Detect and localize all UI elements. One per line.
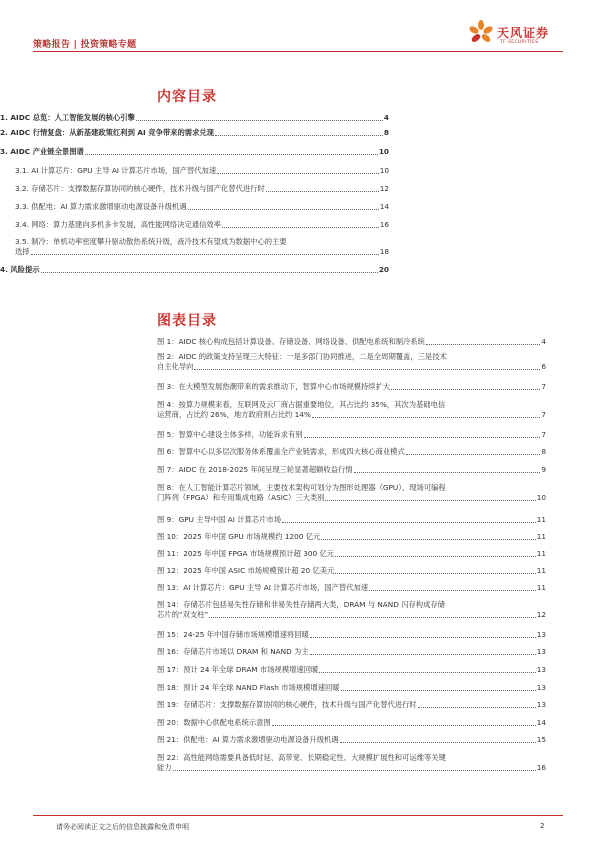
- figure-entry[interactable]: [157, 549, 546, 559]
- figure-entry-page: 11: [536, 549, 546, 558]
- dot-leader: [31, 254, 379, 255]
- toc-entry-page: 4: [383, 113, 389, 122]
- figure-entry[interactable]: [157, 566, 546, 576]
- figure-entry-label-cont: 门阵列（FPGA）和专用集成电路（ASIC）三大类别: [157, 493, 325, 502]
- figure-entry-page: 6: [541, 362, 546, 371]
- dot-leader: [418, 707, 536, 708]
- dot-leader: [217, 173, 379, 174]
- toc-entry[interactable]: [0, 113, 389, 123]
- toc-entry-label: 3.5. 制冷：单机功率密度攀升驱动散热系统升级，液冷技术有望成为数据中心的主要: [15, 237, 287, 246]
- figure-entry-label-cont: 芯片的“双支柱”: [157, 610, 209, 619]
- figure-entry-page: 13: [536, 700, 546, 709]
- figure-entry-page: 12: [536, 610, 546, 619]
- figure-entry-page: 7: [541, 410, 546, 419]
- toc-entry-page: 18: [379, 247, 389, 256]
- figure-entry-label: 图 9：GPU 主导中国 AI 计算芯片市场: [157, 515, 282, 524]
- figure-entry[interactable]: [157, 382, 546, 392]
- figure-entry-label: 图 20：数据中心供配电系统示意图: [157, 718, 271, 727]
- figure-entry-page: 8: [541, 447, 546, 456]
- toc-entry-page: 20: [378, 265, 389, 274]
- figure-entry[interactable]: [157, 515, 546, 525]
- figure-entry-page: 13: [536, 630, 546, 639]
- page-number: 2: [540, 822, 545, 830]
- figure-entry-page: 11: [536, 532, 546, 541]
- toc-entry-label: 3.4. 网络：算力基建向多机多卡发展，高性能网络决定通信效率: [15, 220, 221, 229]
- figure-entry-page: 15: [536, 735, 546, 744]
- toc-title: 内容目录: [157, 89, 217, 105]
- toc-entry-page: 16: [379, 220, 389, 229]
- dot-leader: [194, 369, 540, 370]
- figure-entry[interactable]: [157, 447, 546, 457]
- figure-entry-page: 7: [541, 430, 546, 439]
- toc-entry-label: 3. AIDC 产业链全景图谱: [0, 147, 84, 156]
- dot-leader: [173, 770, 536, 771]
- figure-entry-label: 图 2：AIDC 的政策支持呈现三大特征：一是多部门协同推进，二是全周期覆盖，三是技术: [157, 352, 447, 361]
- dot-leader: [209, 617, 535, 618]
- figure-entry-label: 图 10：2025 年中国 GPU 市场规模约 1200 亿元: [157, 532, 321, 541]
- dot-leader: [325, 500, 535, 501]
- dot-leader: [391, 389, 540, 390]
- dot-leader: [266, 191, 379, 192]
- toc-entry-page: 14: [379, 202, 389, 211]
- figure-entry[interactable]: [157, 400, 546, 420]
- toc-entry-page: 12: [379, 184, 389, 193]
- logo-subtitle: TF SECURITIES: [500, 40, 539, 45]
- figure-entry-page: 4: [541, 337, 546, 346]
- figure-entry[interactable]: [157, 465, 546, 475]
- logo-name: 天风证券: [497, 26, 550, 40]
- dot-leader: [85, 154, 378, 155]
- toc-entry[interactable]: [0, 184, 389, 194]
- figure-entry[interactable]: [157, 718, 546, 728]
- figure-entry-page: 11: [536, 566, 546, 575]
- figure-entry-label-cont: 自主化导向: [157, 362, 194, 371]
- toc-entry[interactable]: [0, 166, 389, 176]
- dot-leader: [310, 637, 536, 638]
- figure-entry-label: 图 18：预计 24 年全球 NAND Flash 市场规模增速回暖: [157, 683, 340, 692]
- dot-leader: [341, 690, 536, 691]
- figure-entry-page: 7: [541, 382, 546, 391]
- toc-entry[interactable]: [0, 128, 389, 138]
- toc-entry-label: 2. AIDC 行情复盘：从新基建政策红利到 AI 竞争带来的需求兑现: [0, 128, 214, 137]
- figure-entry[interactable]: [157, 683, 546, 693]
- figure-entry-label: 图 3：在大模型发展热潮带来的需求推动下，智算中心市场规模持续扩大: [157, 382, 391, 391]
- dot-leader: [426, 344, 540, 345]
- figure-entry-label: 图 15：24-25 年中国存储市场规模增速将回暖: [157, 630, 309, 639]
- figure-entry-label: 图 16：存储芯片市场以 DRAM 和 NAND 为主: [157, 647, 309, 656]
- toc-entry[interactable]: [0, 220, 389, 230]
- figure-entry[interactable]: [157, 430, 546, 440]
- header-divider: [33, 51, 563, 52]
- figure-entry[interactable]: [157, 647, 546, 657]
- figure-entry-page: 9: [541, 465, 546, 474]
- figure-entry-label: 图 6：智算中心以多层次服务体系覆盖全产业链需求，形成四大核心商业模式: [157, 447, 405, 456]
- figure-entry[interactable]: [157, 753, 546, 773]
- report-category: 策略报告 | 投资策略专题: [33, 40, 137, 50]
- figure-entry-label: 图 17：预计 24 年全球 DRAM 市场规模增速回暖: [157, 665, 319, 674]
- figure-entry-label: 图 14：存储芯片包括易失性存储和非易失性存储两大类，DRAM 与 NAND 闪存构成存储: [157, 600, 445, 609]
- dot-leader: [272, 725, 536, 726]
- figure-entry[interactable]: [157, 700, 546, 710]
- toc-entry-label: 3.2. 存储芯片：支撑数据存算协同的核心硬件，技术升级与国产化替代进行时: [15, 184, 265, 193]
- figures-title: 图表目录: [157, 313, 217, 329]
- figure-entry-label: 图 12：2025 年中国 ASIC 市场规模预计超 20 亿美元: [157, 566, 335, 575]
- figure-entry[interactable]: [157, 532, 546, 542]
- figure-entry-page: 14: [536, 718, 546, 727]
- dot-leader: [136, 120, 383, 121]
- tf-securities-logo: [467, 19, 567, 53]
- figure-entry-page: 11: [536, 583, 546, 592]
- toc-entry[interactable]: [0, 265, 389, 275]
- dot-leader: [282, 522, 536, 523]
- figure-entry[interactable]: [157, 352, 546, 372]
- toc-entry[interactable]: [0, 147, 389, 157]
- figure-entry-label: 图 13：AI 计算芯片：GPU 主导 AI 计算芯片市场，国产替代加速: [157, 583, 369, 592]
- figure-entry-page: 11: [536, 515, 546, 524]
- dot-leader: [222, 227, 379, 228]
- toc-entry-label-cont: 选择: [15, 247, 30, 256]
- toc-entry-label: 3.1. AI 计算芯片：GPU 主导 AI 计算芯片市场，国产替代加速: [15, 166, 217, 175]
- dot-leader: [188, 209, 379, 210]
- figure-entry-page: 13: [536, 665, 546, 674]
- dot-leader: [406, 454, 541, 455]
- flower-logo-icon: [467, 19, 495, 47]
- figure-entry-label: 图 5：智算中心建设主体多样，功能诉求有别: [157, 430, 303, 439]
- figure-entry[interactable]: [157, 337, 546, 347]
- figure-entry-label: 图 11：2025 年中国 FPGA 市场规模预计超 300 亿元: [157, 549, 335, 558]
- figure-entry-label: 图 8：在人工智能计算芯片领域，主要技术架构可划分为图形处理器（GPU）、现场可编程: [157, 483, 446, 492]
- figure-entry-page: 13: [536, 683, 546, 692]
- dot-leader: [335, 556, 536, 557]
- toc-entry-page: 10: [378, 147, 389, 156]
- figure-entry-page: 16: [536, 763, 546, 772]
- dot-leader: [335, 573, 535, 574]
- dot-leader: [340, 742, 536, 743]
- figure-entry-label: 图 19：存储芯片：支撑数据存算协同的核心硬件，技术升级与国产化替代进行时: [157, 700, 417, 709]
- figure-entry-label: 图 7：AIDC 在 2018-2025 年间呈现三轮显著超额收益行情: [157, 465, 353, 474]
- toc-entry[interactable]: [0, 202, 389, 212]
- dot-leader: [310, 654, 536, 655]
- figure-entry[interactable]: [157, 600, 546, 620]
- dot-leader: [215, 135, 383, 136]
- dot-leader: [369, 590, 536, 591]
- figure-entry-label: 图 21：供配电：AI 算力需求激增驱动电源设备升级机遇: [157, 735, 339, 744]
- toc-entry-page: 8: [383, 128, 389, 137]
- dot-leader: [354, 472, 541, 473]
- figure-entry[interactable]: [157, 583, 546, 593]
- figure-entry-page: 13: [536, 647, 546, 656]
- figure-entry-label: 图 1：AIDC 核心构成包括计算设备、存储设备、网络设备、供配电系统和制冷系统: [157, 337, 425, 346]
- dot-leader: [319, 672, 535, 673]
- figure-entry[interactable]: [157, 665, 546, 675]
- toc-entry[interactable]: [0, 237, 389, 257]
- toc-entry-label: 1. AIDC 总览：人工智能发展的核心引擎: [0, 113, 135, 122]
- figure-entry-label: 图 22：高性能网络需要具备低时延、高带宽、长期稳定性、大规模扩展性和可运维等关键: [157, 753, 446, 762]
- figure-entry[interactable]: [157, 735, 546, 745]
- figure-entry-page: 10: [536, 493, 546, 502]
- toc-entry-label: 4. 风险提示: [0, 265, 40, 274]
- toc-entry-page: 10: [379, 166, 389, 175]
- dot-leader: [304, 437, 541, 438]
- dot-leader: [41, 272, 378, 273]
- figure-entry[interactable]: [157, 483, 546, 503]
- dot-leader: [312, 417, 541, 418]
- figure-entry-label: 图 4：按算力规模来看，互联网及云厂商占据重要地位，其占比约 35%，其次为基础电信: [157, 400, 446, 409]
- page-header: [0, 0, 595, 60]
- figure-entry-label-cont: 运营商，占比约 26%，地方政府则占比约 14%: [157, 410, 311, 419]
- toc-entry-label: 3.3. 供配电：AI 算力需求激增驱动电源设备升级机遇: [15, 202, 187, 211]
- figure-entry-label-cont: 能力: [157, 763, 172, 772]
- figure-entry[interactable]: [157, 630, 546, 640]
- dot-leader: [321, 539, 535, 540]
- footer-divider: [33, 815, 563, 816]
- disclaimer-text: 请务必阅读正文之后的信息披露和免责申明: [56, 823, 189, 831]
